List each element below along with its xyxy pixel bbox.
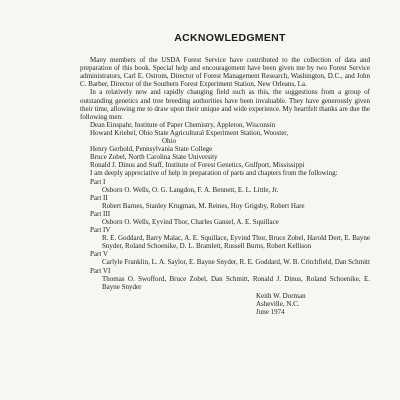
part-contributors: Carlyle Franklin, L. A. Saylor, E. Bayne Snyder, R. E. Goddard, W. B. Critchfield, Dan Schmitt	[102, 258, 370, 267]
part-label: Part III	[90, 209, 111, 218]
part-label: Part IV	[90, 226, 111, 235]
paragraph-1: Many members of the USDA Forest Service have contributed to the collection of data and preparation of this book. Special help and encouragement have been given me by two Forest Service administrators, Carl E. Ostrom, Director of Forest Management Research, Washington, D.C., and John C. Barber, Director of the Southern Forest Experiment Station, New Orleans, La.	[80, 56, 370, 89]
reviewer-item: Howard Kriebel, Ohio State Agricultural Experiment Station, Wooster,	[90, 128, 289, 137]
signature-block	[80, 292, 370, 316]
reviewer-item: Henry Gerhold, Pennsylvania State College	[90, 145, 213, 154]
part-label: Part I	[90, 177, 106, 186]
part-label: Part V	[90, 250, 108, 259]
paragraph-2: In a relatively new and rapidly changing field such as this, the suggestions from a group of outstanding genetics and tree breeding authorities have been invaluable. They have generously given their time, allowing me to draw upon their unique and wide experience. My heartfelt thanks are due the following men:	[80, 88, 370, 121]
part-contributors: Thomas O. Swofford, Bruce Zobel, Dan Schmitt, Ronald J. Dinus, Roland Schoenike, E. Bayne Snyder	[102, 274, 370, 291]
part-contributors: Osborn O. Wells, O. G. Langdon, F. A. Bennett, E. L. Little, Jr.	[102, 185, 279, 194]
reviewer-item: Dean Einspahr, Institute of Paper Chemistry, Appleton, Wisconsin	[90, 120, 276, 129]
reviewer-item-continuation: Ohio	[162, 137, 176, 146]
parts-intro: I am deeply appreciative of help in preparation of parts and chapters from the following:	[90, 169, 338, 178]
part-label: Part II	[90, 193, 108, 202]
part-contributors: Robert Barnes, Stanley Krugman, M. Reines, Hoy Grigsby, Robert Hare	[102, 201, 305, 210]
signature-place: Asheville, N.C.	[256, 299, 300, 308]
page-title: ACKNOWLEDGMENT	[174, 32, 286, 44]
part-label: Part VI	[90, 266, 111, 275]
reviewer-item: Ronald J. Dinus and Staff, Institute of Forest Genetics, Gulfport, Mississippi	[90, 161, 305, 170]
reviewer-list	[80, 121, 370, 170]
part-contributors: Osborn O. Wells, Eyvind Thor, Charles Gansel, A. E. Squillace	[102, 217, 279, 226]
signature-name: Keith W. Dorman	[256, 291, 306, 300]
reviewer-item: Bruce Zobel, North Carolina State University	[90, 153, 218, 162]
part-contributors: R. E. Goddard, Barry Malac, A. E. Squillace, Eyvind Thor, Bruce Zobel, Harold Derr, E. Bayne Snyder, Roland Schoenike, D. L. Bramlett, Russell Burns, Robert Kellison	[102, 234, 370, 251]
signature-date: June 1974	[256, 308, 285, 316]
parts-list	[80, 178, 370, 291]
